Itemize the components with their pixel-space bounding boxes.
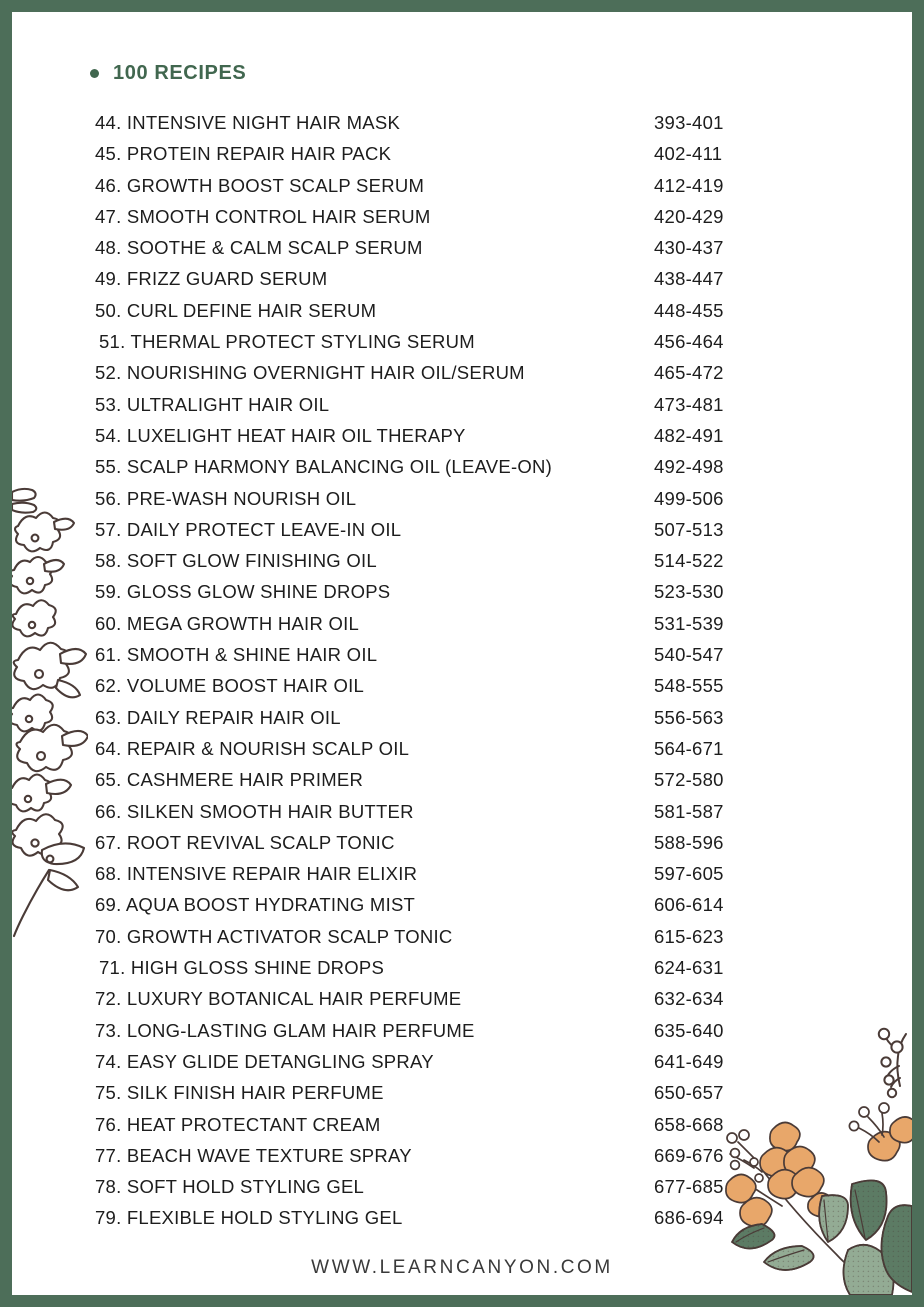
recipe-row <box>95 138 795 169</box>
recipe-title: 48. SOOTHE & CALM SCALP SERUM <box>95 237 423 259</box>
recipe-row <box>95 232 795 263</box>
recipe-pages: 402-411 <box>654 143 723 165</box>
recipe-row <box>95 1046 795 1077</box>
berry-sprig-icon <box>870 990 912 1102</box>
recipe-row <box>95 858 795 889</box>
recipe-pages: 650-657 <box>654 1082 724 1104</box>
recipe-row <box>95 483 795 514</box>
recipe-title: 53. ULTRALIGHT HAIR OIL <box>95 393 330 415</box>
recipe-row <box>95 733 795 764</box>
recipe-title: 76. HEAT PROTECTANT CREAM <box>95 1113 381 1135</box>
recipe-title: 46. GROWTH BOOST SCALP SERUM <box>95 174 425 196</box>
recipe-title: 44. INTENSIVE NIGHT HAIR MASK <box>95 112 401 133</box>
recipe-row <box>95 263 795 294</box>
recipe-pages: 430-437 <box>654 237 724 259</box>
recipe-title: 52. NOURISHING OVERNIGHT HAIR OIL/SERUM <box>95 362 525 384</box>
recipe-row <box>95 952 795 983</box>
recipe-row <box>95 639 795 670</box>
recipe-pages: 448-455 <box>654 299 724 321</box>
recipe-title: 79. FLEXIBLE HOLD STYLING GEL <box>95 1207 403 1229</box>
recipe-index-list <box>95 107 795 1234</box>
recipe-pages: 492-498 <box>654 456 724 478</box>
recipe-pages: 393-401 <box>654 112 724 133</box>
recipe-row <box>95 1015 795 1046</box>
recipe-row <box>95 889 795 920</box>
recipe-row <box>95 357 795 388</box>
recipe-title: 73. LONG-LASTING GLAM HAIR PERFUME <box>95 1019 475 1041</box>
recipe-title: 47. SMOOTH CONTROL HAIR SERUM <box>95 205 431 227</box>
recipe-title: 49. FRIZZ GUARD SERUM <box>95 268 328 290</box>
recipe-pages: 658-668 <box>654 1113 724 1135</box>
recipe-row <box>95 921 795 952</box>
recipe-pages: 514-522 <box>654 550 724 572</box>
recipe-title: 50. CURL DEFINE HAIR SERUM <box>95 299 377 321</box>
recipe-pages: 632-634 <box>654 988 724 1010</box>
recipe-title: 72. LUXURY BOTANICAL HAIR PERFUME <box>95 988 462 1010</box>
recipe-title: 61. SMOOTH & SHINE HAIR OIL <box>95 644 378 666</box>
recipe-pages: 572-580 <box>654 769 724 791</box>
recipe-pages: 507-513 <box>654 518 724 540</box>
recipe-pages: 686-694 <box>654 1207 724 1229</box>
recipe-pages: 624-631 <box>654 957 724 979</box>
page-title <box>90 63 246 83</box>
bullet-dot-icon <box>90 69 99 78</box>
recipe-row <box>95 1171 795 1202</box>
recipe-row <box>95 389 795 420</box>
recipe-pages: 581-587 <box>654 800 724 822</box>
recipe-pages: 635-640 <box>654 1019 724 1041</box>
recipe-title: 55. SCALP HARMONY BALANCING OIL (LEAVE-ON) <box>95 456 553 478</box>
recipe-row <box>95 170 795 201</box>
recipe-title: 51. THERMAL PROTECT STYLING SERUM <box>99 331 475 353</box>
recipe-title: 67. ROOT REVIVAL SCALP TONIC <box>95 831 395 853</box>
recipe-row <box>95 295 795 326</box>
recipe-title: 59. GLOSS GLOW SHINE DROPS <box>95 581 391 603</box>
recipe-title: 75. SILK FINISH HAIR PERFUME <box>95 1082 384 1104</box>
recipe-title: 66. SILKEN SMOOTH HAIR BUTTER <box>95 800 414 822</box>
recipe-row <box>95 796 795 827</box>
recipe-title: 71. HIGH GLOSS SHINE DROPS <box>99 957 385 979</box>
recipe-pages: 531-539 <box>654 612 724 634</box>
recipe-row <box>95 670 795 701</box>
recipe-pages: 499-506 <box>654 487 724 509</box>
recipe-row <box>95 608 795 639</box>
recipe-pages: 456-464 <box>654 331 724 353</box>
footer-url: WWW.LEARNCANYON.COM <box>311 1257 613 1278</box>
recipe-row <box>95 702 795 733</box>
recipe-title: 62. VOLUME BOOST HAIR OIL <box>95 675 365 697</box>
recipe-pages: 540-547 <box>654 644 724 666</box>
recipe-row <box>95 1109 795 1140</box>
recipe-title: 60. MEGA GROWTH HAIR OIL <box>95 612 360 634</box>
recipe-title: 65. CASHMERE HAIR PRIMER <box>95 769 364 791</box>
recipe-title: 78. SOFT HOLD STYLING GEL <box>95 1176 365 1198</box>
recipe-title: 45. PROTEIN REPAIR HAIR PACK <box>95 143 392 165</box>
recipe-title: 58. SOFT GLOW FINISHING OIL <box>95 550 377 572</box>
recipe-title: 63. DAILY REPAIR HAIR OIL <box>95 706 341 728</box>
recipe-pages: 564-671 <box>654 737 724 759</box>
recipe-pages: 412-419 <box>654 174 724 196</box>
recipe-row <box>95 201 795 232</box>
recipe-row <box>95 764 795 795</box>
recipe-row <box>95 420 795 451</box>
recipe-title: 64. REPAIR & NOURISH SCALP OIL <box>95 737 410 759</box>
recipe-title: 74. EASY GLIDE DETANGLING SPRAY <box>95 1050 434 1072</box>
recipe-row <box>95 1077 795 1108</box>
recipe-pages: 606-614 <box>654 894 724 916</box>
recipe-pages: 420-429 <box>654 205 724 227</box>
recipe-row <box>95 326 795 357</box>
recipe-row <box>95 1202 795 1233</box>
page-title-label: 100 RECIPES <box>113 62 247 84</box>
recipe-pages: 523-530 <box>654 581 724 603</box>
recipe-title: 69. AQUA BOOST HYDRATING MIST <box>95 894 416 916</box>
recipe-row <box>95 983 795 1014</box>
recipe-title: 57. DAILY PROTECT LEAVE-IN OIL <box>95 518 402 540</box>
recipe-pages: 669-676 <box>654 1144 724 1166</box>
recipe-pages: 482-491 <box>654 424 724 446</box>
recipe-row <box>95 451 795 482</box>
recipe-pages: 588-596 <box>654 831 724 853</box>
floral-vine-icon <box>12 478 88 938</box>
recipe-title: 70. GROWTH ACTIVATOR SCALP TONIC <box>95 925 453 947</box>
recipe-pages: 597-605 <box>654 863 724 885</box>
recipe-row <box>95 576 795 607</box>
recipe-title: 77. BEACH WAVE TEXTURE SPRAY <box>95 1144 412 1166</box>
page-sheet <box>12 12 912 1295</box>
recipe-title: 54. LUXELIGHT HEAT HAIR OIL THERAPY <box>95 424 466 446</box>
recipe-pages: 473-481 <box>654 393 724 415</box>
recipe-row <box>95 1140 795 1171</box>
recipe-pages: 641-649 <box>654 1050 724 1072</box>
recipe-pages: 465-472 <box>654 362 724 384</box>
recipe-title: 68. INTENSIVE REPAIR HAIR ELIXIR <box>95 863 418 885</box>
recipe-pages: 677-685 <box>654 1176 724 1198</box>
recipe-row <box>95 514 795 545</box>
recipe-title: 56. PRE-WASH NOURISH OIL <box>95 487 357 509</box>
recipe-row <box>95 827 795 858</box>
recipe-pages: 548-555 <box>654 675 724 697</box>
recipe-pages: 615-623 <box>654 925 724 947</box>
recipe-pages: 438-447 <box>654 268 724 290</box>
recipe-pages: 556-563 <box>654 706 724 728</box>
recipe-row <box>95 107 795 138</box>
recipe-row <box>95 545 795 576</box>
